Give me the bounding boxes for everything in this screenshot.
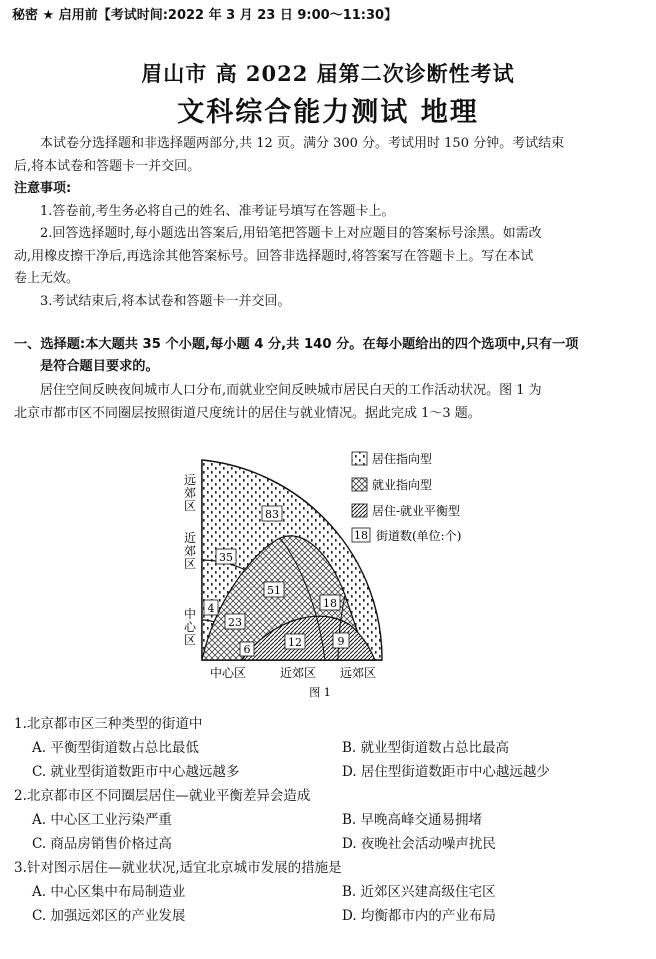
count-box-balanced-center — [240, 642, 254, 656]
svg-text:23: 23 — [228, 616, 242, 629]
svg-text:4: 4 — [207, 602, 215, 615]
question-2-option-c: C. 商品房销售价格过高 — [32, 836, 172, 852]
intro-paragraph — [14, 133, 644, 313]
question-3-option-b: B. 近郊区兴建高级住宅区 — [342, 884, 496, 900]
exam-title: 眉山市 高 2022 届第二次诊断性考试 — [141, 61, 515, 86]
intro-line: 后,将本试卷和答题卡一并交回。 — [14, 158, 201, 174]
exam-subtitle: 文科综合能力测试 地理 — [177, 97, 479, 128]
question-2-option-d: D. 夜晚社会活动噪声扰民 — [342, 836, 496, 852]
count-box-balanced-near — [285, 634, 305, 649]
x-label-far: 远郊区 — [339, 666, 377, 680]
svg-text:12: 12 — [288, 636, 302, 649]
question-1-stem: 1.北京都市区三种类型的街道中 — [14, 716, 203, 732]
notice-title: 注意事项: — [14, 181, 72, 196]
svg-text:9: 9 — [337, 635, 345, 648]
question-3-option-d: D. 均衡都市内的产业布局 — [342, 908, 496, 924]
count-box-employment-far — [320, 595, 340, 610]
x-label-near: 近郊区 — [279, 666, 317, 680]
question-2-option-b: B. 早晚高峰交通易拥堵 — [342, 812, 483, 828]
intro-line: 本试卷分选择题和非选择题两部分,共 12 页。满分 300 分。考试用时 150 分钟。考试结束 — [40, 136, 565, 151]
question-3-stem: 3.针对图示居住—就业状况,适宜北京城市发展的措施是 — [14, 860, 342, 876]
figure-legend — [352, 451, 461, 543]
count-box-balanced-far — [333, 633, 349, 648]
legend-swatch-employment — [352, 478, 367, 491]
svg-text:83: 83 — [265, 508, 279, 521]
count-box-employment-near — [264, 582, 284, 597]
figure-caption: 图 1 — [309, 686, 331, 699]
svg-text:51: 51 — [267, 584, 281, 597]
section-heading — [14, 334, 578, 378]
section-heading-line: 是符合题目要求的。 — [40, 359, 159, 374]
question-1-option-a: A. 平衡型街道数占总比最低 — [32, 740, 199, 756]
exam-header: 秘密 ★ 启用前【考试时间:2022 年 3 月 23 日 9:00～11:30】 — [12, 8, 398, 23]
question-1-option-d: D. 居住型街道数距市中心越远越少 — [342, 764, 550, 780]
passage — [14, 380, 644, 425]
question-1-option-c: C. 就业型街道数距市中心越远越多 — [32, 764, 240, 780]
y-label-far: 远郊区 — [183, 473, 197, 513]
legend-label-balanced: 居住-就业平衡型 — [372, 504, 461, 518]
x-label-center: 中心区 — [209, 666, 247, 680]
question-2-stem: 2.北京都市区不同圈层居住—就业平衡差异会造成 — [14, 788, 311, 804]
question-3-option-a: A. 中心区集中布局制造业 — [32, 884, 186, 900]
count-box-residential-center — [204, 600, 218, 615]
legend-swatch-residential — [352, 452, 367, 465]
legend-label-employment: 就业指向型 — [372, 478, 433, 492]
notice-line: 1.答卷前,考生务必将自己的姓名、准考证号填写在答题卡上。 — [40, 203, 395, 219]
y-label-center: 中心区 — [183, 607, 197, 647]
section-heading-line: 一、选择题:本大题共 35 个小题,每小题 4 分,共 140 分。在每小题给出的四个选项中,只有一项 — [14, 337, 579, 352]
svg-text:35: 35 — [219, 551, 233, 564]
legend-label-count: 街道数(单位:个) — [376, 529, 462, 543]
svg-text:6: 6 — [243, 643, 251, 656]
notice-line: 卷上无效。 — [14, 271, 80, 286]
count-box-employment-center — [225, 614, 245, 629]
passage-line: 北京市都市区不同圈层按照街道尺度统计的居住与就业情况。据此完成 1～3 题。 — [14, 405, 481, 421]
notice-line: 2.回答选择题时,每小题选出答案后,用铅笔把答题卡上对应题目的答案标号涂黑。如需改 — [40, 226, 542, 241]
svg-text:18: 18 — [323, 597, 337, 610]
svg-text:18: 18 — [354, 529, 368, 542]
figure-1-diagram — [170, 430, 490, 705]
notice-line: 动,用橡皮擦干净后,再选涂其他答案标号。回答非选择题时,将答案写在答题卡上。写在本试 — [14, 248, 534, 264]
passage-line: 居住空间反映夜间城市人口分布,而就业空间反映城市居民白天的工作活动状况。图 1 为 — [40, 383, 542, 398]
legend-label-residential: 居住指向型 — [372, 452, 433, 466]
y-label-near: 近郊区 — [183, 531, 197, 571]
count-box-residential-near — [216, 549, 236, 564]
question-3-option-c: C. 加强远郊区的产业发展 — [32, 908, 186, 924]
legend-swatch-balanced — [352, 504, 367, 517]
notice-line: 3.考试结束后,将本试卷和答题卡一并交回。 — [40, 293, 291, 309]
count-box-residential-far — [262, 506, 282, 521]
question-2-option-a: A. 中心区工业污染严重 — [32, 812, 172, 828]
question-1-option-b: B. 就业型街道数占总比最高 — [342, 740, 510, 756]
